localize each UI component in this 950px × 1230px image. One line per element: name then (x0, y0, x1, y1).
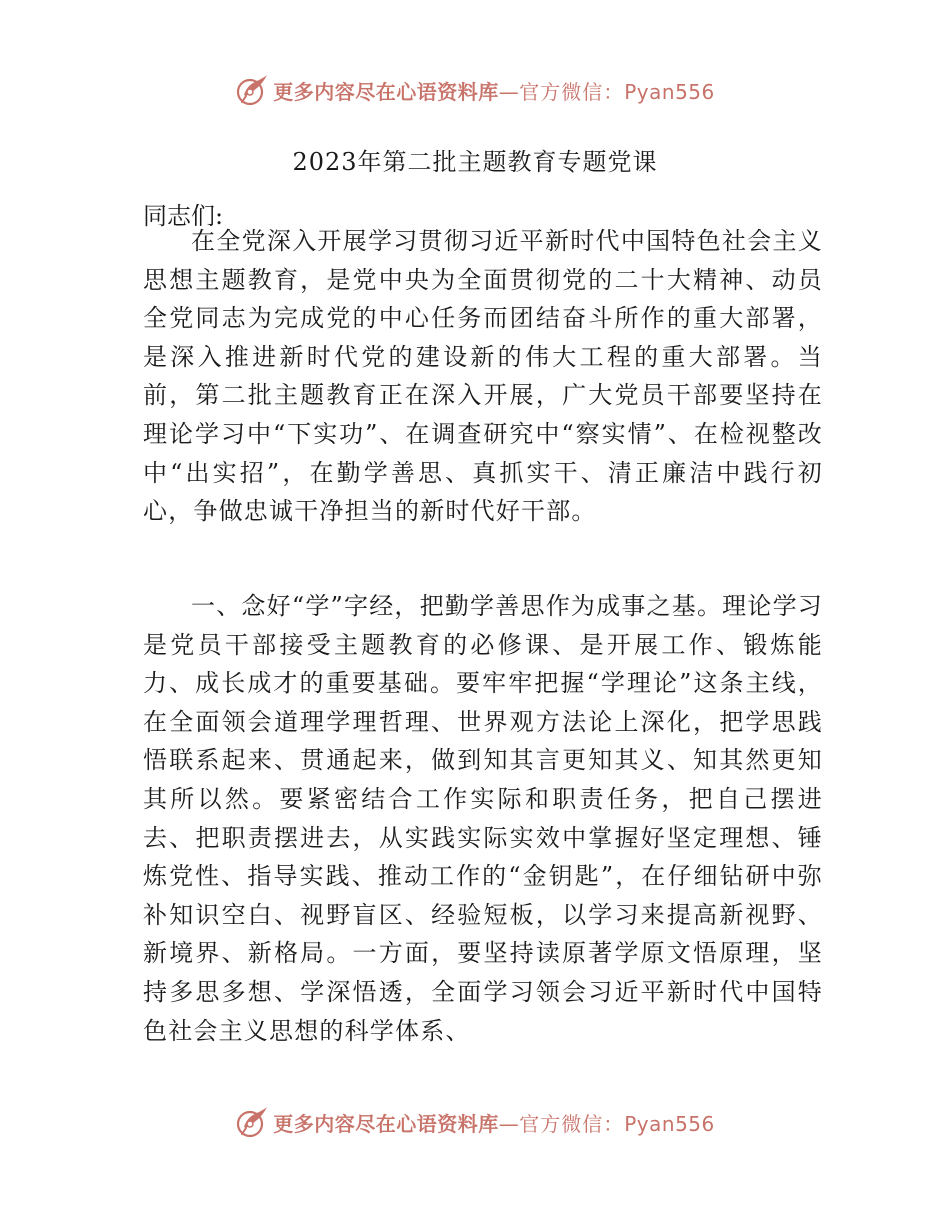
watermark-wechat-id: Pyan556 (624, 1111, 715, 1136)
header-watermark-banner (0, 70, 950, 110)
watermark-wechat-id: Pyan556 (624, 79, 715, 104)
quill-pen-logo-icon (235, 1105, 269, 1139)
watermark-official-label: 官方微信： (519, 79, 625, 104)
paragraph-intro: 在全党深入开展学习贯彻习近平新时代中国特色社会主义思想主题教育，是党中央为全面贯彻党的二十大精神、动员全党同志为完成党的中心任务而团结奋斗所作的重大部署，是深入推进新时代党的建设新的伟大工程的重大部署。当前，第二批主题教育正在深入开展，广大党员干部要坚持在理论学习中“下实功”、在调查研究中“察实情”、在检视整改中“出实招”，在勤学善思、真抓实干、清正廉洁中践行初心，争做忠诚干净担当的新时代好干部。 (143, 227, 823, 526)
watermark-text (273, 1108, 715, 1137)
watermark-main-text: 更多内容尽在心语资料库 (273, 79, 499, 104)
document-title: 2023年第二批主题教育专题党课 (292, 148, 658, 176)
quill-pen-logo-icon (235, 73, 269, 107)
header-watermark-content (235, 73, 715, 107)
paragraph-section-one: 一、念好“学”字经，把勤学善思作为成事之基。理论学习是党员干部接受主题教育的必修课、是开展工作、锻炼能力、成长成才的重要基础。要牢牢把握“学理论”这条主线，在全面领会道理学理哲理、世界观方法论上深化，把学思践悟联系起来、贯通起来，做到知其言更知其义、知其然更知其所以然。要紧密结合工作实际和职责任务，把自己摆进去、把职责摆进去，从实践实际实效中掌握好坚定理想、锤炼党性、指导实践、推动工作的“金钥匙”，在仔细钻研中弥补知识空白、视野盲区、经验短板，以学习来提高新视野、新境界、新格局。一方面，要坚持读原著学原文悟原理，坚持多思多想、学深悟透，全面学习领会习近平新时代中国特色社会主义思想的科学体系、 (143, 592, 823, 1045)
footer-watermark-content (235, 1105, 715, 1139)
watermark-dash: — (498, 79, 520, 104)
watermark-text (273, 76, 715, 105)
footer-watermark-banner (0, 1102, 950, 1142)
watermark-main-text: 更多内容尽在心语资料库 (273, 1111, 499, 1136)
greeting: 同志们: (143, 202, 224, 230)
watermark-official-label: 官方微信： (519, 1111, 625, 1136)
watermark-dash: — (498, 1111, 520, 1136)
